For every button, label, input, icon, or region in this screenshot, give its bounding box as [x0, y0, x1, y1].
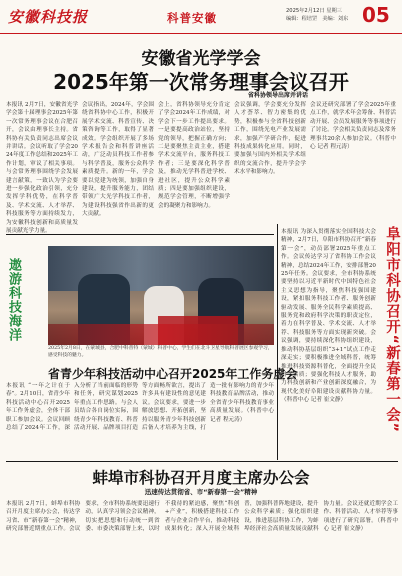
- right-vertical-headline: 阜阳市科协召开“新春第一会”: [384, 226, 400, 434]
- divider: [6, 234, 274, 235]
- right-article-body: 本报讯 为深入贯彻落实全国科技大会精神，2月7日，阜阳市科协召开“新春第一会”，动员部署2025年重点工作。会议传达学习了省科协工作会议精神，总结2024年工作，安排部署2025年任务。会议要求，全市科协系统要坚持以习近平新时代中国特色社会主义思想为指导，聚焦科技强国建设，紧扣服务科技工作者、服务创新驱动发展、服务全民科学素质提高、服务党和政府科学决策的职责定位，着力在科学普及、学术交流、人才举荐、科技服务等方面实现新突破。会议强调，要持续深化科协组织建设，推动科协基层组织“3+1”试点工作走深走实；要积极推进全域科普，统筹推进科技资源科普化，全面提升全民科学素质；要强化科技人才服务，助力科技创新和产业创新深度融合，为现代化美好阜阳建设贡献科协力量。（科普中心 记者 崔文静）: [281, 229, 376, 404]
- middle-headline: 省青少年科技活动中心召开2025年工作务虚会: [48, 367, 298, 381]
- divider: [277, 224, 278, 460]
- news-photo: [48, 246, 274, 345]
- photo-vertical-title: 遨游科技海洋: [6, 258, 21, 342]
- lead-body-col3: 会上，省科协领导充分肯定了学会2024年工作成绩，对学会下一步工作提出要求。一是要提高政治站位，坚持党的领导，把握正确方向；二是要聚焦主责主业，搭建学术交流平台，服务科技工作者；三是要深化科学普及，推动光学科普进学校、进社区，提升公众科学素质；四是要加强组织建设，规范学会管理，不断增强学会的凝聚力和影响力。: [158, 102, 230, 209]
- lead-headline-line2: 2025年第一次常务理事会议召开: [53, 70, 349, 94]
- dateline: [286, 7, 348, 23]
- lead-body-col4: 会议强调，学会要充分发挥人才荟萃、智力密集的优势，积极参与全省科技创新工作，围绕光电产业发展需求，加强产学研合作，促进科技成果转化应用。同时，要加强与国内外相关学术组织的交流合作，提升学会学术水平和影响力。: [234, 102, 306, 176]
- bottom-headline: 蚌埠市科协召开月度主席办公会: [92, 469, 310, 487]
- divider: [6, 461, 398, 462]
- photo-caption: 2025年2月8日，在蒙城县，合肥中科普特（蒙城）科普中心，学生们在北斗卫星导航科普展区参观学习，感受科技的魅力。: [48, 346, 273, 358]
- bottom-subheadline: 迅速传达贯彻省、市“新春第一会”精神: [144, 488, 258, 496]
- lead-headline-line1: 安徽省光学学会: [141, 49, 261, 69]
- lead-byline: 省科协领导出席并讲话: [248, 92, 309, 99]
- newspaper-logo: 安徽科技报: [8, 8, 89, 26]
- lead-body-col5: 会议还研究部署了学会2025年重点工作，就学术年会筹备、科普活动开展、会员发展服务等事项进行了讨论。学会相关负责同志及常务理事共20余人参加会议。（科普中心 记者 程元涛）: [310, 102, 396, 151]
- lead-body-col1: 本报讯 2月7日，安徽省光学学会第十届理事会2025年第一次常务理事会议在合肥召开，会议由理事长主持。省科协有关负责同志出席会议并讲话。会议听取了学会2024年度工作总结和2025年工作计划，审议了相关事项。与会常务理事围绕学会发展建言献策，一致认为学会要进一步强化政治引领，充分发挥学科优势，在科学普及、学术交流、人才举荐、科技服务等方面持续发力，为安徽科技创新和高质量发展贡献光学力量。: [6, 102, 78, 235]
- bottom-article-body: 本报讯 2月7日，蚌埠市科协召开月度主席办公会，传达学习省、市“新春第一会”精神，研究部署近期重点工作。会议要求，全市科协系统要迅速行动，认真学习领会会议精神，切实把思想和行动统一到省委、市委决策部署上来，以时不我待的紧迫感，聚焦“科创+产业”，积极搭建科技工作者与企业合作平台，推动科技成果转化；深入开展全域科普，加强科普阵地建设，提升公众科学素质；强化组织建设，推进基层科协工作，为蚌埠经济社会高质量发展贡献科协力量。会议还就近期学会工作、科普活动、人才举荐等事项进行了研究部署。（科普中心 记者 崔文静）: [6, 501, 398, 533]
- editor-text: 编辑：程培罡 美编：刘东: [286, 16, 349, 22]
- page-number: 05: [362, 3, 390, 27]
- section-title: 科普安徽: [167, 11, 217, 25]
- middle-article-body: 本报讯 “一年之计在于春”。2月10日，省青少年科技活动中心召开2025年工作务虚会，全体干部职工参加会议。会议回顾总结了2024年工作，深入分析了当前面临的形势和任务，研究谋划2025年重点工作思路。与会人员结合各自岗位实际，围绕青少年科技教育、科普活动开展、品牌项目打造等方面畅所欲言，提出了许多具有建设性的意见建议。会议要求，要进一步解放思想、开拓创新，坚持以服务青少年科技创新后备人才培养为主线，打造一批有影响力的青少年科技教育品牌活动，推动全省青少年科技教育事业高质量发展。（科普中心 记者 程元涛）: [6, 383, 274, 432]
- lead-body-col2: 会议指出，2024年，学会围绕省科协中心工作，积极开展学术交流、科普宣传、决策咨询等工作，取得了显著成效。学会组织开展了多场学术报告会和科普讲座活动，广泛动员科技工作者参与科学普及，服务公众科学素质提升。新的一年，学会要以党建为统领，加强自身建设，提升服务能力，团结带领广大光学科技工作者，为建设科技强省作出新的更大贡献。: [82, 102, 154, 218]
- date-text: 2025年2月12日 星期三: [286, 8, 342, 14]
- masthead: [0, 0, 402, 34]
